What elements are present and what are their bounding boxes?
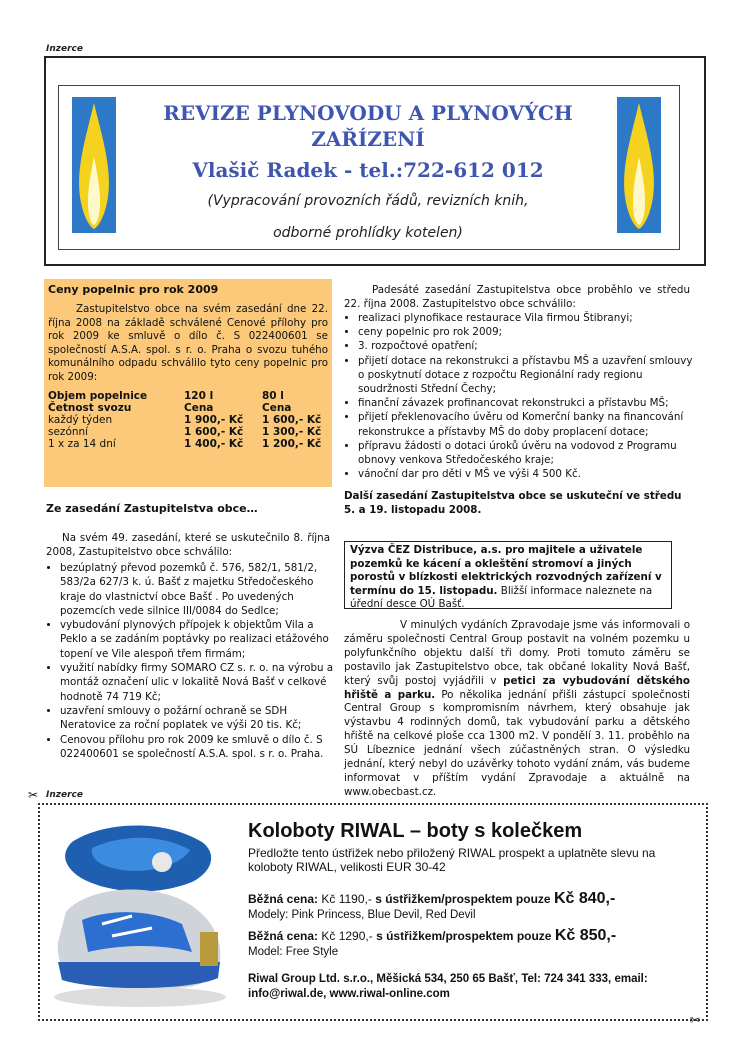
flame-icon-right [617, 97, 661, 233]
cez-notice-text: Výzva ČEZ Distribuce, a.s. pro majitele a uživatele pozemků ke kácení a okleštění stromoví a jiných porostů v blízkosti elektrických rozvodných zařízení v termínu do 15. listopadu. [350, 544, 662, 597]
next-meeting: Další zasedání Zastupitelstva obce se uskuteční ve středu 5. a 19. listopadu 2008. [344, 490, 682, 517]
ad-label: Inzerce [46, 44, 83, 54]
column-80: 80 l [262, 389, 284, 402]
riwal-contact: Riwal Group Ltd. s.r.o., Měšická 534, 250 65 Bašť, Tel: 724 341 333, email: info@riwal.de, www.riwal-online.com [248, 973, 648, 1000]
sale-price: Kč 850,- [554, 927, 617, 944]
list-item: • finanční závazek profinancovat rekonstrukci a přístavbu MŠ; [358, 396, 696, 410]
meeting49-intro: Na svém 49. zasedání, které se uskutečnilo 8. října 2008, Zastupitelstvo obce schválilo: [46, 532, 330, 559]
meeting49-list [46, 561, 334, 761]
list-item: • přijetí překlenovacího úvěru od Komerční banky na financování rekonstrukce a přístavby MŠ do doby proplacení dotace; [358, 410, 696, 438]
ad-heading-line1: REVIZE PLYNOVODU A PLYNOVÝCH [163, 101, 573, 125]
roller-shoe-image [42, 812, 238, 1012]
table-row: každý týden 1 900,- Kč 1 600,- Kč [48, 413, 322, 426]
riwal-intro: Předložte tento ústřižek nebo přiložený RIWAL prospekt a uplatněte slevu na koloboty RIWAL, velikosti EUR 30-42 [248, 846, 656, 874]
article-text-part2: Po několika jednání přišli zástupci společnosti Central Group s kompromisním návrhem, který obsahuje jak výstavbu 4 rodinných domů, tak vybudování parku a dětského hřiště na celkové ploše cca 1300 m2. V pondělí 3. 11. proběhlo na SÚ Líbeznice jednání všech zúčastněných stran. O výsledku jednání, který nebyl do uzávěrky tohoto vydání znám, vás budeme informovat v příštím vydání Zpravodaje a aktuálně na www.obecbast.cz. [344, 688, 690, 798]
article-text-part1: V minulých vydáních Zpravodaje jsme vás informovali o záměru společnosti Central Group postavit na volném pozemku u polyfunkčního objektu další tři domy. Proti tomuto záměru se postavilo jak Zastupitelstvo obce, tak občané lokality Nová Bašť, který svůj postoj vyjádřili v [344, 619, 690, 687]
sale-price: Kč 840,- [553, 890, 616, 907]
list-item: • ceny popelnic pro rok 2009; [358, 325, 696, 339]
meeting49-title: Ze zasedání Zastupitelstva obce… [46, 502, 258, 515]
riwal-title: Koloboty RIWAL – boty s kolečkem [248, 820, 583, 842]
ad-heading-line2: ZAŘÍZENÍ [311, 127, 425, 151]
list-item: • přípravu žádosti o dotaci úroků úvěru na vodovod z Programu obnovy venkova Středočeského kraje; [358, 439, 696, 467]
list-item: • Cenovou přílohu pro rok 2009 ke smluvě o dílo č. S 022400601 se společností A.S.A. spol. s r. o. Praha. [60, 733, 334, 762]
ad-services-line2: odborné prohlídky kotelen) [273, 225, 463, 241]
list-item: • přijetí dotace na rekonstrukci a přístavbu MŠ a uzavření smlouvy o poskytnutí dotace z rozpočtu Regionální rady regionu soudržnosti Střední Čechy; [358, 354, 696, 397]
ad-services-line1: (Vypracování provozních řádů, revizních knih, [207, 193, 529, 209]
list-item: • bezúplatný převod pozemků č. 576, 582/1, 581/2, 583/2a 627/3 k. ú. Bašť z majetku Středočeského kraje do vlastnictví obce Bašť . Po uvedených pozemcích vede silnice III/0084 do Sedlce; [60, 561, 334, 618]
column-price-80: Cena [262, 401, 292, 414]
central-group-article [344, 619, 690, 800]
scissors-icon: ✂ [28, 788, 39, 802]
prices-table [48, 390, 321, 451]
table-row: 1 x za 14 dní 1 400,- Kč 1 200,- Kč [48, 438, 322, 451]
column-120: 120 l [184, 389, 214, 402]
prices-intro: Zastupitelstvo obce na svém zasedání dne 22. října 2008 na základě schválené Cenové přílohy pro rok 2009 ke smluvě o dílo č. S 022400601 se společností A.S.A. spol. s r. o. Praha o svozu tuhého komunálního odpadu schválilo tyto ceny popelnic pro rok 2009: [48, 303, 328, 383]
article-petition: petici za vybudování dětského hřiště a parku. [344, 674, 690, 701]
column-price-120: Cena [184, 401, 214, 414]
list-item: • využití nabídky firmy SOMARO CZ s. r. o. na výrobu a montáž označení ulic v lokalitě Nová Bašť v celkové hodnotě 74 719 Kč; [60, 661, 334, 704]
prices-title: Ceny popelnic pro rok 2009 [48, 283, 219, 296]
waste-prices-box [44, 279, 332, 487]
riwal-models-2: Model: Free Style [248, 946, 339, 958]
column-volume: Objem popelnice [48, 389, 148, 402]
riwal-offer-2: Běžná cena: Kč 1290,- s ústřižkem/prospektem pouze Kč 850,- [248, 927, 617, 944]
list-item: • vánoční dar pro děti v MŠ ve výši 4 500 Kč. [358, 467, 696, 481]
list-item: • vybudování plynových přípojek k objektům Vila a Peklo a se zadáním poptávky po realizaci etážového topení ve Vile alespoň třem firmám; [60, 618, 334, 661]
column-frequency: Četnost svozu [48, 401, 132, 414]
riwal-offer-1: Běžná cena: Kč 1190,- s ústřižkem/prospektem pouze Kč 840,- [248, 890, 616, 907]
riwal-models-1: Modely: Pink Princess, Blue Devil, Red Devil [248, 909, 476, 921]
cez-notice-info: Bližší informace naleznete na úřední desce OÚ Bašť. [350, 584, 653, 610]
meeting50-intro: Padesáté zasedání Zastupitelstva obce proběhlo ve středu 22. října 2008. Zastupitelstvo obce schválilo: [344, 284, 690, 311]
table-row: sezónní 1 600,- Kč 1 300,- Kč [48, 426, 322, 439]
flame-icon-left [72, 97, 116, 233]
ad-label: Inzerce [46, 790, 83, 800]
list-item: • 3. rozpočtové opatření; [358, 339, 696, 353]
scissors-icon: ✂ [690, 1013, 701, 1027]
cez-notice [344, 541, 672, 609]
ad-contact: Vlašič Radek - tel.:722-612 012 [192, 158, 544, 182]
list-item: • uzavření smlouvy o požární ochraně se SDH Neratovice za roční poplatek ve výši 20 tis. Kč; [60, 704, 334, 733]
meeting50-list [344, 311, 696, 481]
list-item: • realizaci plynofikace restaurace Vila firmou Štibranyi; [358, 311, 696, 325]
